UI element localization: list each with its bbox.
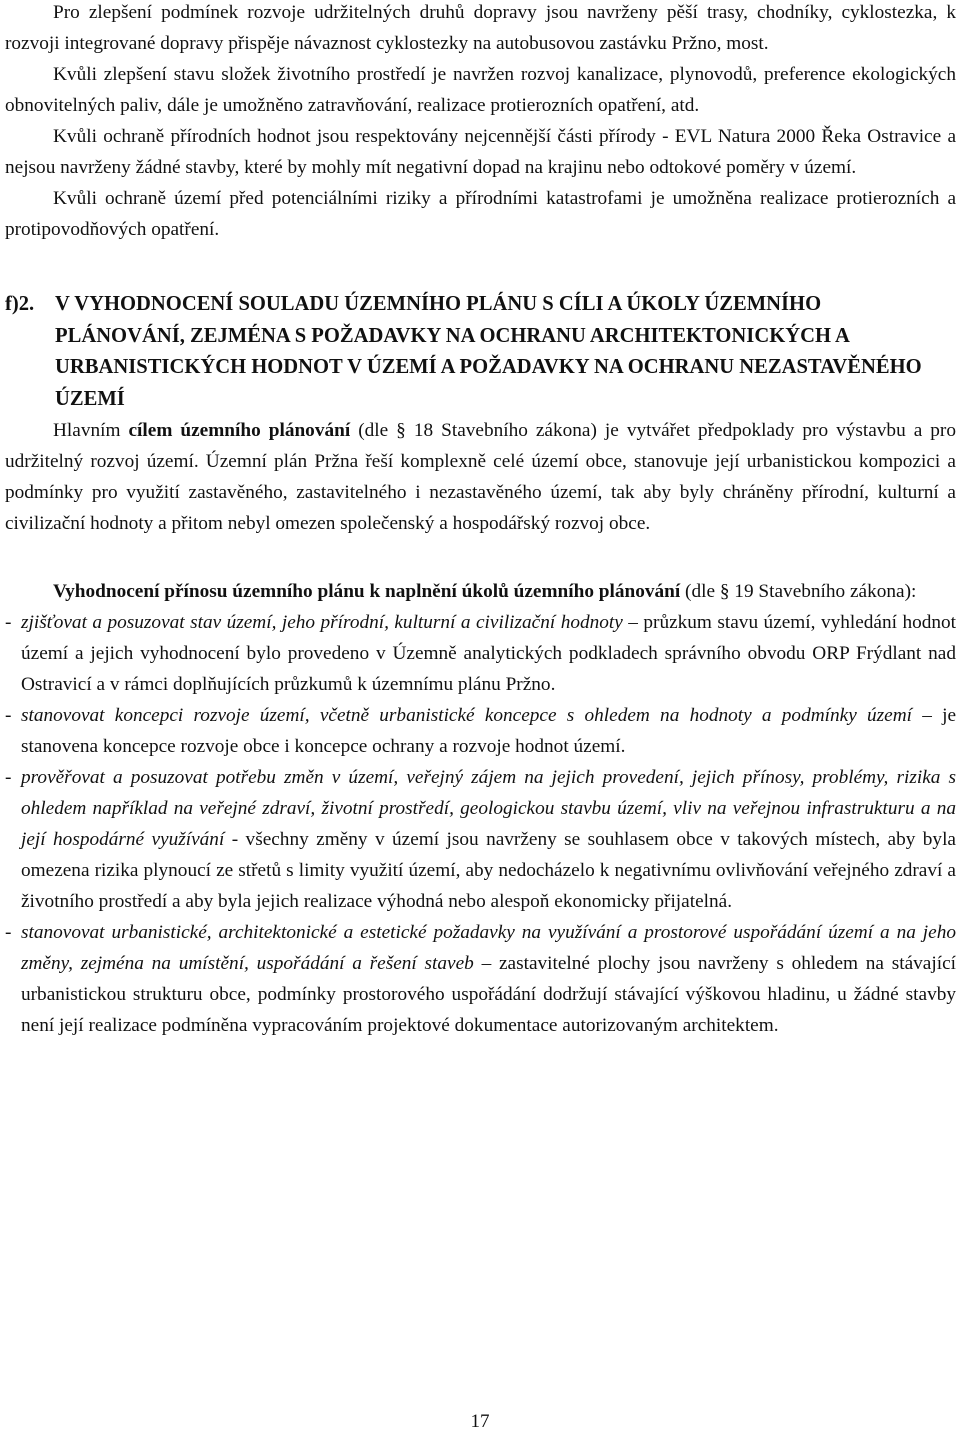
list-dash: - xyxy=(5,767,12,788)
list-dash: - xyxy=(5,612,12,633)
list-item-text: – zastavitelné plochy jsou navrženy s ohledem na stávající urbanistickou strukturu obce, podmínky prostorového uspořádání dodržují stávající výškovou hladinu, u žádné stavby není její realizace podmíněna vypracováním projektové dokumentace autorizovaným architektem. xyxy=(21,953,956,1036)
evaluation-heading xyxy=(5,576,956,607)
paragraph-transport: Pro zlepšení podmínek rozvoje udržitelných druhů dopravy jsou navrženy pěší trasy, chodníky, cyklostezka, k rozvoji integrované dopravy přispěje návaznost cyklostezky na autobusovou zastávku Pržno, most. xyxy=(5,2,956,54)
spacer xyxy=(5,245,956,289)
list-item xyxy=(5,762,956,917)
list-item-task: stanovovat urbanistické, architektonické a estetické požadavky na využívání a prostorové uspořádání území a na jeho změny, zejména na umístění, uspořádání a řešení staveb xyxy=(21,922,956,974)
page-number: 17 xyxy=(470,1411,490,1432)
intro-paragraph xyxy=(5,415,956,539)
section-number: f)2. xyxy=(5,293,35,315)
list-item-text: – průzkum stavu území, vyhledání hodnot území a jejich vyhodnocení bylo provedeno v Územně analytických podkladech správního obvodu ORP Frýdlant nad Ostravicí a v rámci doplňujících průzkumů k územnímu plánu Pržno. xyxy=(21,612,957,695)
list-item-task: stanovovat koncepci rozvoje území, včetně urbanistické koncepce s ohledem na hodnoty a podmínky území xyxy=(21,705,912,726)
paragraph-risk-protection: Kvůli ochraně území před potenciálními riziky a přírodními katastrofami je umožněna realizace protierozních a protipovodňových opatření. xyxy=(5,188,956,240)
list-item-text: – je stanovena koncepce rozvoje obce i koncepce ochrany a rozvoje hodnot území. xyxy=(21,705,957,757)
list-item-task: prověřovat a posuzovat potřebu změn v území, veřejný zájem na jejich provedení, jejich přínosy, problémy, rizika s ohledem například na veřejné zdraví, životní prostředí, geologickou stavbu území, vliv na veřejnou infrastrukturu a na její hospodárné využívání xyxy=(21,767,956,850)
list-item-text: - všechny změny v území jsou navrženy se souhlasem obce v takových místech, aby byla omezena rizika plynoucí ze střetů s limity využití území, aby nedocházelo k negativnímu ovlivňování veřejného zdraví a životního prostředí a aby byla jejich realizace výhodná nebo alespoň ekonomicky přijatelná. xyxy=(21,829,956,912)
list-item xyxy=(5,700,956,762)
list-dash: - xyxy=(5,705,12,726)
section-title: V VYHODNOCENÍ SOULADU ÚZEMNÍHO PLÁNU S CÍLI A ÚKOLY ÚZEMNÍHO PLÁNOVÁNÍ, ZEJMÉNA S POŽADAVKY NA OCHRANU ARCHITEKTONICKÝCH A URBANISTICKÝCH HODNOT V ÚZEMÍ A POŽADAVKY NA OCHRANU NEZASTAVĚNÉHO ÚZEMÍ xyxy=(55,293,922,410)
intro-text-rest: (dle § 18 Stavebního zákona) je vytvářet předpoklady pro výstavbu a pro udržitelný rozvoj území. Územní plán Pržna řeší komplexně celé území obce, stanovuje její urbanistickou kompozici a podmínky pro využití zastavěného, zastavitelného i nezastavěného území, tak aby byly chráněny přírodní, kulturní a civilizační hodnoty a přitom nebyl omezen společenský a hospodářský rozvoj obce. xyxy=(5,420,956,534)
intro-bold-term: cílem územního plánování xyxy=(128,420,351,441)
evaluation-heading-bold: Vyhodnocení přínosu územního plánu k naplnění úkolů územního plánování xyxy=(53,581,681,602)
spacer xyxy=(5,539,956,576)
section-heading xyxy=(5,289,956,415)
intro-text-start: Hlavním xyxy=(53,420,129,441)
list-item xyxy=(5,917,956,1041)
list-item-task: zjišťovat a posuzovat stav území, jeho přírodní, kulturní a civilizační hodnoty xyxy=(21,612,623,633)
paragraph-nature-protection: Kvůli ochraně přírodních hodnot jsou respektovány nejcennější části přírody - EVL Natura 2000 Řeka Ostravice a nejsou navrženy žádné stavby, které by mohly mít negativní dopad na krajinu nebo odtokové poměry v území. xyxy=(5,126,956,178)
list-dash: - xyxy=(5,922,12,943)
list-item xyxy=(5,607,956,700)
evaluation-heading-rest: (dle § 19 Stavebního zákona): xyxy=(680,581,917,602)
paragraph-environment: Kvůli zlepšení stavu složek životního prostředí je navržen rozvoj kanalizace, plynovodů, preference ekologických obnovitelných paliv, dále je umožněno zatravňování, realizace protierozních opatření, atd. xyxy=(5,64,956,116)
task-list xyxy=(5,607,956,1041)
